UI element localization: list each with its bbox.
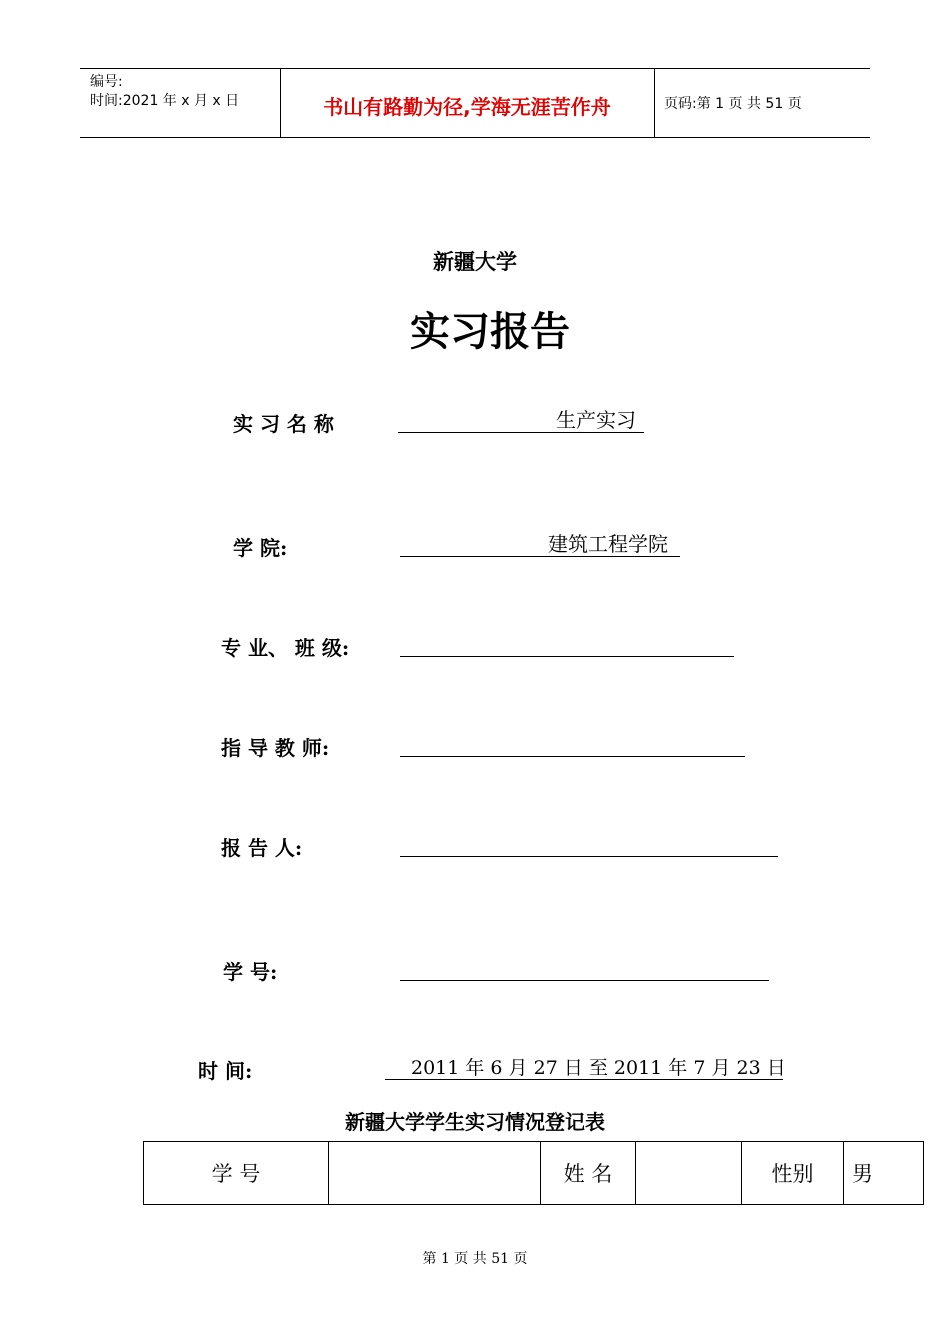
- motto: 书山有路勤为径,学海无涯苦作舟: [323, 95, 611, 119]
- gender-header-cell: 性别: [742, 1142, 844, 1205]
- page-info: 页码:第 1 页 共 51 页: [664, 96, 802, 112]
- college-label: 学 院:: [233, 536, 288, 560]
- student-id-label: 学 号:: [223, 960, 278, 984]
- page-footer: 第 1 页 共 51 页: [422, 1251, 528, 1267]
- table-row: [144, 1142, 924, 1205]
- gender-value-cell: 男: [844, 1142, 924, 1205]
- name-header-cell: 姓 名: [541, 1142, 636, 1205]
- registration-table: [143, 1141, 924, 1205]
- teacher-label: 指 导 教 师:: [221, 736, 330, 760]
- college-field: [400, 532, 680, 557]
- time-period-value: 2011 年 6 月 27 日 至 2011 年 7 月 23 日: [411, 1057, 786, 1079]
- major-label: 专 业、 班 级:: [221, 636, 350, 660]
- major-field: [400, 632, 734, 657]
- name-value-cell: [636, 1142, 742, 1205]
- time-period-field: [385, 1055, 786, 1080]
- college-value: 建筑工程学院: [548, 532, 668, 556]
- page-header: [80, 68, 870, 138]
- name-value: 生产实习: [556, 408, 636, 432]
- name-field: [398, 408, 644, 433]
- reporter-field: [400, 832, 778, 857]
- reporter-label: 报 告 人:: [221, 836, 303, 860]
- serial-label: 编号:: [90, 74, 123, 90]
- name-label: 实 习 名 称: [233, 412, 334, 436]
- registration-title: 新疆大学学生实习情况登记表: [345, 1110, 605, 1134]
- student-id-field: [400, 956, 769, 981]
- student-id-value-cell: [329, 1142, 541, 1205]
- time-label: 时间:2021 年 x 月 x 日: [90, 93, 240, 109]
- teacher-field: [400, 732, 745, 757]
- university-name: 新疆大学: [433, 249, 517, 274]
- student-id-header-cell: 学 号: [144, 1142, 329, 1205]
- time-period-label: 时 间:: [198, 1059, 253, 1083]
- report-title: 实习报告: [410, 308, 570, 355]
- header-meta: [90, 73, 239, 111]
- header-divider: [654, 69, 655, 137]
